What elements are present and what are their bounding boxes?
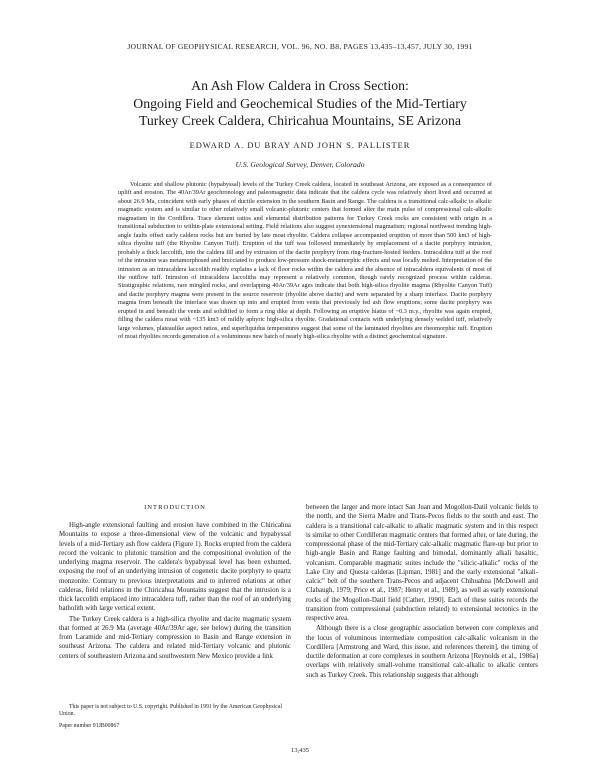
intro-paragraph: High-angle extensional faulting and erosion have combined in the Chiricahua Mountains to expose a three-dimensional view of the volcanic and hypabyssal levels of a mid-Tertiary ash flow caldera (Figure 1). Rocks erupted from the caldera record the volcanic to plutonic transition and the compositional evolution of the underlying magma reservoir. The caldera's hypabyssal level has been exhumed, exposing the roof of an underlying intrusion of cogenetic dacite porphyry to quartz monzonite. Contrary to previous interpretations and to inferred relations at other calderas, field relations in the Chiricahua Mountains suggest that the intrusion is a thick laccolith emplaced into intracaldera tuff, rather than the roof of an underlying batholith with large vertical extent. [59, 522, 291, 613]
introduction-heading: INTRODUCTION [144, 504, 206, 511]
intro-paragraph: The Turkey Creek caldera is a high-silica rhyolite and dacite magmatic system that formed at 26.9 Ma (average 40Ar/39Ar age, see below) during the transition from Laramide and mid-Tertiary compression to Basin and Range extension in southeast Arizona. The caldera and related mid-Tertiary volcanic and plutonic centers of southeastern Arizona and southwestern New Mexico provide a link [59, 615, 291, 660]
running-head: JOURNAL OF GEOPHYSICAL RESEARCH, VOL. 96, NO. B8, PAGES 13,435–13,457, JULY 30, 1991 [127, 42, 473, 51]
page-number: 13,435 [290, 747, 310, 754]
footnotes [59, 704, 291, 730]
affiliation: U.S. Geological Survey, Denver, Colorado [235, 160, 365, 169]
right-column [306, 503, 538, 681]
paper-title [0, 77, 600, 130]
copyright-note: This paper is not subject to U.S. copyright. Published in 1991 by the American Geophysical Union. [59, 704, 283, 718]
title-line: An Ash Flow Caldera in Cross Section: [191, 78, 409, 93]
abstract-text: Volcanic and shallow plutonic (hypabyssal) levels of the Turkey Creek caldera, located in southeast Arizona, are exposed as a consequence of uplift and erosion. The 40Ar/39Ar geochronology and paleomagnetic data indicate that the caldera cycle was relatively short lived and occurred at about 26.9 Ma, coincident with early phases of ductile extension in the southern Basin and Range. The caldera is a transitional calc-alkalic to alkalic magmatic system and is similar to other relatively small volcanic-plutonic centers that formed after the main pulse of compressional calc-alkalic magmatism in the Cordillera. Trace element ratios and elemental distribution patterns for Turkey Creek rocks are consistent with origin in a transitional subduction to within-plate extensional setting. Field relations also suggest synextensional magmatism; regional northwest trending high-angle faults offset early caldera rocks but are buried by late moat rhyolite. Caldera collapse accompanied eruption of more than 500 km3 of high-silica rhyolite tuff (the Rhyolite Canyon Tuff). Eruption of the tuff was followed immediately by emplacement of a dacite porphyry intrusion, probably a thick laccolith, into the caldera fill and by extrusion of the dacite porphyry from ring-fracture-hosted feeders. Intracaldera tuff at the roof of the intrusion was metamorphosed and brecciated to produce low-pressure shock-metamorphic effects and was locally melted. Interpretation of the intrusion as an intracaldera laccolith readily explains a lack of floor rocks within the caldera and the absence of intracaldera equivalents of most of the outflow tuff. Intrusion of intracaldera laccoliths may represent a relatively common, though rarely recognized process within calderas. Stratigraphic relations, rare mingled rocks, and overlapping 40Ar/39Ar ages indicate that both high-silica rhyolite magma (Rhyolite Canyon Tuff) and dacite porphyry magma were present in the source reservoir (rhyolite above dacite) and were separated by a sharp interface. Dacite porphyry magma from beneath the interface was drawn up into and erupted from vents that previously fed ash flow eruptions; some dacite porphyry was erupted in and beneath the vents and solidified to form a ring dike at depth. Following an eruptive hiatus of ~0.3 m.y., rhyolite was again erupted, filling the caldera moat with ~135 km3 of mildly aphyric high-silica rhyolite. Gradational contacts with underlying densely welded tuff, relatively large volumes, plateaulike aspect ratios, and superliquidus temperatures suggest that some of the laminated rhyolites are rheomorphic tuff. Eruption of moat rhyolites records generation of a voluminous new batch of nearly high-silica rhyolite with a distinct geochemical signature. [118, 181, 492, 341]
authors: EDWARD A. DU BRAY AND JOHN S. PALLISTER [189, 141, 411, 150]
intro-paragraph: Although there is a close geographic association between core complexes and the locus of voluminous intermediate composition calc-alkalic volcanism in the Cordillera [Armstrong and Ward, this issue, and references therein], the timing of ductile deformation at core complexes in southern Arizona [Reynolds et al., 1986a] overlaps with relatively small-volume transitional calc-alkalic to alkalic centers such as Turkey Creek. This relationship suggests that although [306, 625, 538, 679]
title-line: Ongoing Field and Geochemical Studies of the Mid-Tertiary [133, 95, 467, 111]
abstract [118, 181, 492, 342]
left-column [59, 503, 291, 662]
paper-number: Paper number 91JB00867 [59, 722, 120, 729]
intro-paragraph-continued: between the larger and more intact San Juan and Mogollon-Datil volcanic fields to the north, and the Sierra Madre and Trans-Pecos fields to the south and east. The caldera is a transitional calc-alkalic to alkalic magmatic system and in this respect is similar to other Cordilleran magmatic centers that formed after, or late during, the compressional phase of the mid-Tertiary calc-alkalic magmatic flare-up but prior to high-angle Basin and Range faulting and bimodal, dominantly alkali basaltic, volcanism. Comparable magmatic suites include the "silicic-alkalic" rocks of the Lake City and Questa calderas [Lipman, 1981] and the early extensional "alkali-calcic" belt of the southern Trans-Pecos and adjacent Chihuahua [McDowell and Clabaugh, 1979; Price et al., 1987; Henry et al., 1989], as well as early extensional rocks of the Mogollon-Datil field [Cather, 1990]. Each of these suites records the transition from compressional (subduction related) to extensional tectonics in the respective area. [306, 504, 538, 622]
title-line: Turkey Creek Caldera, Chiricahua Mountains, SE Arizona [138, 113, 462, 128]
